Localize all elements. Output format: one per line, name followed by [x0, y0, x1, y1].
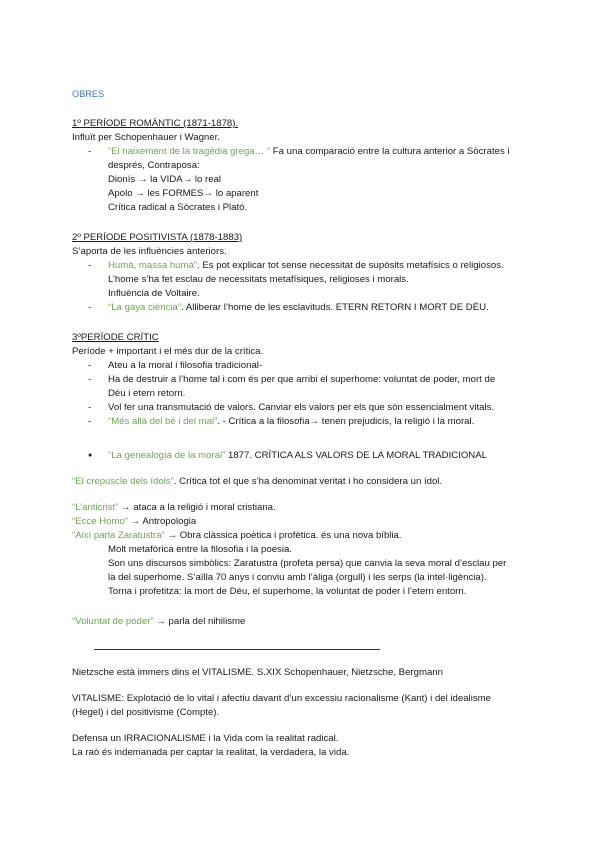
anticrist-line: [72, 501, 542, 515]
period-critic-intro: Període + important i el més dur de la crítica.: [72, 346, 264, 357]
work-title: “L’anticrist”: [72, 502, 119, 513]
crepuscle-line: [72, 475, 542, 489]
zaratustra-line: [72, 529, 542, 543]
work-description: → Antropologia: [127, 516, 197, 527]
critic-list-2: [72, 401, 542, 429]
vitalisme-paragraph: Nietzsche està immers dins el VITALISME. S.XIX Schopenhauer, Nietzsche, Bergmann: [72, 667, 443, 678]
work-description: . Alliberar l’home de les esclavituds. ETERN RETORN I MORT DE DÉU.: [181, 302, 489, 313]
text-line: Crítica radical a Sòcrates i Plató.: [108, 202, 248, 213]
ecce-line: [72, 515, 542, 529]
voluntat-line: [72, 615, 542, 629]
section-heading: OBRES: [72, 89, 105, 99]
work-description: . Crítica tot el que s’ha denominat veritat i ho considera un ídol.: [173, 476, 443, 487]
document-page: [72, 87, 542, 760]
work-description: → ataca a la religió i moral cristiana.: [118, 502, 276, 513]
work-title: “El crepuscle dels ídols”: [72, 476, 174, 487]
genealogia-bullet: [72, 449, 542, 463]
list-item: - Ha de destruir a l’home tal i com és per que arribi el superhome: voluntat de poder, mort de: [72, 373, 542, 387]
list-item: [72, 145, 542, 159]
period-critic-title: 3ºPERÍODE CRÍTIC: [72, 332, 159, 343]
work-description: → Obra clàssica poètica i profètica. és una nova bíblia.: [164, 530, 402, 541]
work-description: . Es pot explicar tot sense necessitat de supòsits metafísics o religiosos.: [197, 260, 504, 271]
text-line: Son uns discursos simbòlics: Zaratustra (profeta persa) que canvia la seva moral d’esclau per: [108, 558, 507, 569]
work-title: “Voluntat de poder”: [72, 616, 154, 627]
period-romantic-title: 1º PERÍODE ROMÀNTIC (1871-1878).: [72, 118, 239, 129]
irracionalisme-paragraph: Defensa un IRRACIONALISME i la Vida com la realitat radical.: [72, 733, 339, 744]
text-line: Déu i etern retorn.: [108, 388, 186, 399]
text-line: Apolo → les FORMES→ lo aparent: [108, 188, 259, 199]
critic-list: [72, 359, 542, 387]
period-romantic-intro: Influït per Schopenhauer i Wagner.: [72, 132, 220, 143]
work-title: “La gaya ciència”: [108, 302, 182, 313]
work-title: “Així parla Zaratustra”: [72, 530, 165, 541]
irracionalisme-paragraph: La raó és indemanada per captar la realitat, la verdadera, la vida.: [72, 747, 350, 758]
list-item: [72, 415, 542, 429]
text-line: Molt metafòrica entre la filosofia i la poesia.: [108, 544, 292, 555]
vitalisme-definition: (Hegel) i del positivisme (Compte).: [72, 707, 220, 718]
text-line: després, Contraposa:: [108, 160, 200, 171]
work-title: “La genealogía de la moral”: [108, 450, 226, 461]
list-item: [72, 259, 542, 273]
positivist-list-2: [72, 301, 542, 315]
positivist-list: [72, 259, 542, 273]
text-line: Torna i profetitza: la mort de Déu, el superhome, la voluntat de poder i l’etern entorn.: [108, 586, 467, 597]
list-item: - Vol fer una transmutació de valors. Canviar els valors per els que són essencialment vitals.: [72, 401, 542, 415]
list-item: [72, 301, 542, 315]
romantic-list: [72, 145, 542, 159]
vitalisme-definition: VITALISME: Explotació de lo vital i afectiu davant d’un excessiu racionalisme (Kant) i del idealisme: [72, 693, 491, 704]
text-line: Dionís → la VIDA→ lo real: [108, 174, 222, 185]
period-positivist-intro: S’aporta de les influències anteriors.: [72, 246, 227, 257]
work-description: → parla del nihilisme: [153, 616, 246, 627]
work-description: . - Crítica a la filosofia→ tenen prejudicis, la religió i la moral.: [217, 416, 475, 427]
text-line: L’home s’ha fet esclau de necessitats metafísiques, religioses i morals.: [108, 274, 409, 285]
work-title: “El naixement de la tragèdia grega… ”: [108, 146, 271, 157]
text-line: Influència de Voltaire.: [108, 288, 200, 299]
period-positivist-title: 2º PERÍODE POSITIVISTA (1878-1883): [72, 232, 243, 243]
work-description: 1877. CRÍTICA ALS VALORS DE LA MORAL TRADICIONAL: [225, 450, 487, 461]
work-description: Fa una comparació entre la cultura anterior a Sòcrates i: [270, 146, 510, 157]
list-item: - Ateu a la moral i filosofia tradicional-: [72, 359, 542, 373]
work-title: “Ecce Homo”: [72, 516, 128, 527]
work-title: “Més allà del bé i del mal”: [108, 416, 218, 427]
text-line: la del superhome. S’aïlla 70 anys i conviu amb l’àliga (orgull) i les serps (la intel·ligència).: [108, 572, 487, 583]
work-title: Humà, massa humà”: [108, 260, 198, 271]
